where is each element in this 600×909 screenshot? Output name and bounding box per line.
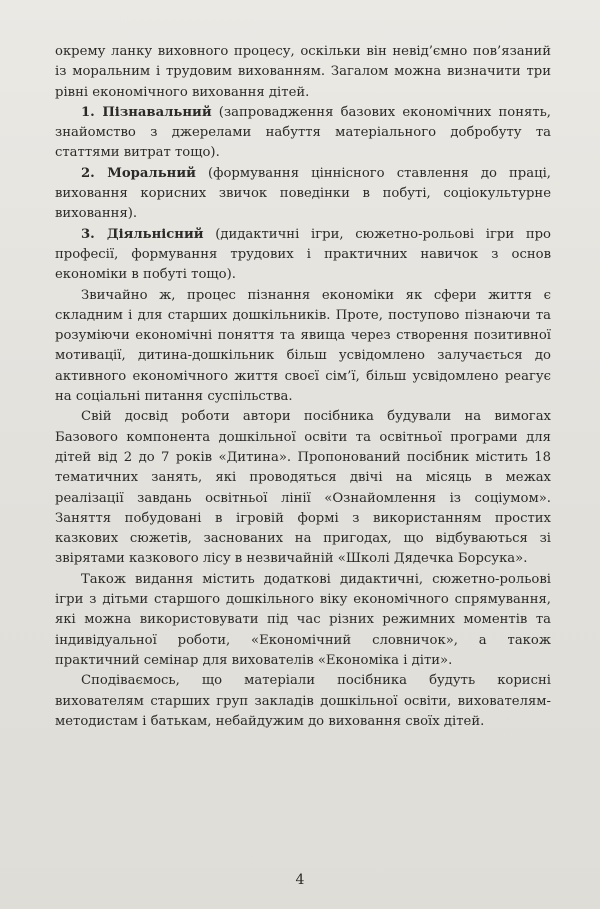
paragraph-level-2	[55, 164, 551, 225]
paragraph-lead: 3. Діяльнісний	[81, 226, 204, 242]
paragraph-body: Свій досвід роботи автори посібника будували на вимогах Базового компонента дошкільної освіти та освітньої програми для дітей від 2 до 7 років «Дитина». Пропонований посібник містить 18 тематичних занять, які проводяться двічі на місяць в межах реалізації завдань освітньої лінії «Ознайомлення із соціумом». Заняття побудовані в ігровій формі з використанням простих казкових сюжетів, заснованих на пригодах, що відбуваються зі звірятами казкового лісу в незвичайній «Школі Дядечка Борсука».	[55, 409, 551, 567]
paragraph-process	[55, 286, 551, 408]
paragraph-lead: 1. Пізнавальний	[81, 104, 212, 120]
paragraph-body: (формування ціннісного ставлення до праці, виховання корисних звичок поведінки в побуті, соціокультурне виховання).	[55, 165, 551, 222]
paragraph-body: окрему ланку виховного процесу, оскільки він невід’ємно пов’язаний із моральним і трудовим вихованням. Загалом можна визначити три рівні економічного виховання дітей.	[55, 44, 551, 100]
paragraph-hope	[55, 671, 551, 732]
paragraph-additional	[55, 570, 551, 671]
paragraph-body: (запровадження базових економічних понять, знайомство з джерелами набуття матеріального добробуту та статтями витрат тощо).	[55, 104, 551, 161]
paragraph-level-1	[55, 103, 551, 164]
paragraph-body: (дидактичні ігри, сюжетно-рольові ігри про професії, формування трудових і практичних навичок з основ економіки в побуті тощо).	[55, 226, 551, 283]
paragraph-experience	[55, 407, 551, 569]
body-text	[55, 42, 551, 732]
paragraph-body: Також видання містить додаткові дидактичні, сюжетно-рольові ігри з дітьми старшого дошкільного віку економічного спрямування, які можна використовувати під час різних режимних моментів та індивідуальної роботи, «Економічний словничок», а також практичний семінар для вихователів «Економіка і діти».	[55, 571, 551, 668]
page-number: 4	[295, 872, 305, 888]
paragraph-body: Сподіваємось, що матеріали посібника будуть корисні вихователям старших груп закладів дошкільної освіти, вихователям-методистам і батькам, небайдужим до виховання своїх дітей.	[55, 673, 551, 729]
paragraph-body: Звичайно ж, процес пізнання економіки як сфери життя є складним і для старших дошкільників. Проте, поступово пізнаючи та розуміючи економічні поняття та явища через створення позитивної мотивації, дитина-дошкільник більш усвідомлено залучається до активного економічного життя своєї сім’ї, більш усвідомлено реагує на соціальні питання суспільства.	[55, 287, 551, 405]
paragraph-lead: 2. Моральний	[81, 165, 196, 181]
paragraph-level-3	[55, 225, 551, 286]
paragraph-intro	[55, 42, 551, 103]
